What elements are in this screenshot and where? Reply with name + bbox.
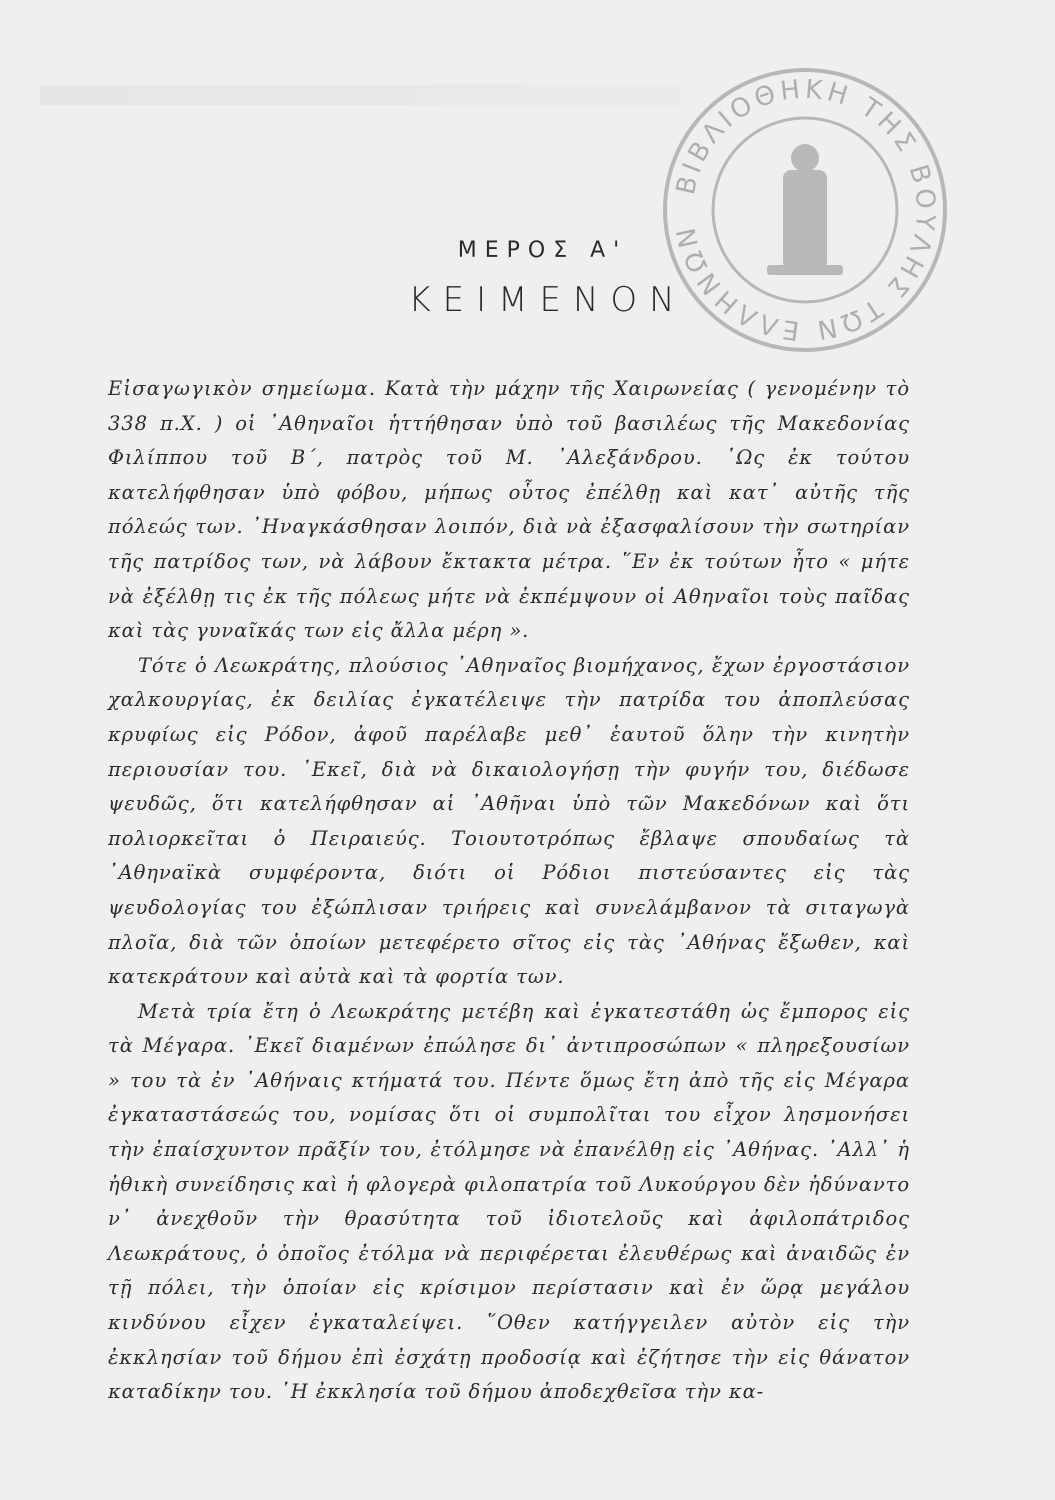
stamp-text-path: ΒΙΒΛΙΟΘΗΚΗ ΤΗΣ ΒΟΥΛΗΣ ΤΩΝ ΕΛΛΗΝΩΝ (670, 74, 941, 346)
main-text (108, 372, 910, 1410)
intro-text: Κατὰ τὴν μάχην τῆς Χαιρωνείας ( γενομένην τὸ 338 π.Χ. ) οἱ ᾿Αθηναῖοι ἡττήθησαν ὑπὸ τοῦ βασιλέως τῆς Μακεδονίας Φιλίππου τοῦ Β΄, πατρὸς τοῦ Μ. ᾿Αλεξάνδρου. ῾Ως ἐκ τούτου κατελήφθησαν ὑπὸ φόβου, μήπως οὗτος ἐπέλθῃ καὶ κατ᾿ αὐτῆς τῆς πόλεώς των. ᾿Ηναγκάσθησαν λοιπόν, διὰ νὰ ἐξασφαλίσουν τὴν σωτηρίαν τῆς πατρίδος των, νὰ λάβουν ἔκτακτα μέτρα. ῞Εν ἐκ τούτων ἦτο « μήτε νὰ ἐξέλθῃ τις ἐκ τῆς πόλεως μήτε νὰ ἐκπέμψουν οἱ Αθηναῖοι τοὺς παῖδας καὶ τὰς γυναῖκάς των εἰς ἄλλα μέρη ». (108, 377, 910, 643)
intro-paragraph (108, 372, 910, 649)
bleed-through-header (40, 85, 680, 105)
paragraph-2: Τότε ὁ Λεωκράτης, πλούσιος ᾿Αθηναῖος βιομήχανος, ἔχων ἐργοστάσιον χαλκουργίας, ἐκ δειλίας ἐγκατέλειψε τὴν πατρίδα του ἀποπλεύσας κρυφίως εἰς Ρόδον, ἀφοῦ παρέλαβε μεθ᾿ ἑαυτοῦ ὅλην τὴν κινητὴν περιουσίαν του. ᾿Εκεῖ, διὰ νὰ δικαιολογήσῃ τὴν φυγήν του, διέδωσε ψευδῶς, ὅτι κατελήφθησαν αἱ ᾿Αθῆναι ὑπὸ τῶν Μακεδόνων καὶ ὅτι πολιορκεῖται ὁ Πειραιεύς. Τοιουτοτρόπως ἔβλαψε σπουδαίως τὰ ᾿Αθηναϊκὰ συμφέροντα, διότι οἱ Ρόδιοι πιστεύσαντες εἰς τὰς ψευδολογίας του ἐξώπλισαν τριήρεις καὶ συνελάμβανον τὰ σιταγωγὰ πλοῖα, διὰ τῶν ὁποίων μετεφέρετο σῖτος εἰς τὰς ᾿Αθήνας ἔξωθεν, καὶ κατεκράτουν καὶ αὐτὰ καὶ τὰ φορτία των. (108, 653, 910, 989)
intro-lead: Εἰσαγωγικὸν σημείωμα. (108, 377, 377, 400)
section-heading: ΚΕΙΜΕΝΟΝ (408, 280, 687, 320)
paragraph-3: Μετὰ τρία ἔτη ὁ Λεωκράτης μετέβη καὶ ἐγκατεστάθη ὡς ἔμπορος εἰς τὰ Μέγαρα. ᾿Εκεῖ διαμένων ἐπώλησε δι᾿ ἀντιπροσώπων « πληρεξουσίων » του τὰ ἐν ᾿Αθήναις κτήματά του. Πέντε ὅμως ἔτη ἀπὸ τῆς εἰς Μέγαρα ἐγκαταστάσεώς του, νομίσας ὅτι οἱ συμπολῖται του εἶχον λησμονήσει τὴν ἐπαίσχυντον πρᾶξίν του, ἐτόλμησε νὰ ἐπανέλθῃ εἰς ᾿Αθήνας. ᾿Αλλ᾿ ἡ ἠθικὴ συνείδησις καὶ ἡ φλογερὰ φιλοπατρία τοῦ Λυκούργου δὲν ἠδύναντο ν᾿ ἀνεχθοῦν τὴν θρασύτητα τοῦ ἰδιοτελοῦς καὶ ἀφιλοπάτριδος Λεωκράτους, ὁ ὁποῖος ἐτόλμα νὰ περιφέρεται ἐλευθέρως καὶ ἀναιδῶς ἐν τῇ πόλει, τὴν ὁποίαν εἰς κρίσιμον περίστασιν καὶ ἐν ὥρᾳ μεγάλου κινδύνου εἶχεν ἐγκαταλείψει. ῞Οθεν κατήγγειλεν αὐτὸν εἰς τὴν ἐκκλησίαν τοῦ δήμου ἐπὶ ἐσχάτῃ προδοσίᾳ καὶ ἐζήτησε τὴν εἰς θάνατον καταδίκην του. ῾Η ἐκκλησία τοῦ δήμου ἀποδεχθεῖσα τὴν κα- (108, 999, 910, 1404)
part-heading: ΜΕΡΟΣ Α' (457, 238, 628, 263)
